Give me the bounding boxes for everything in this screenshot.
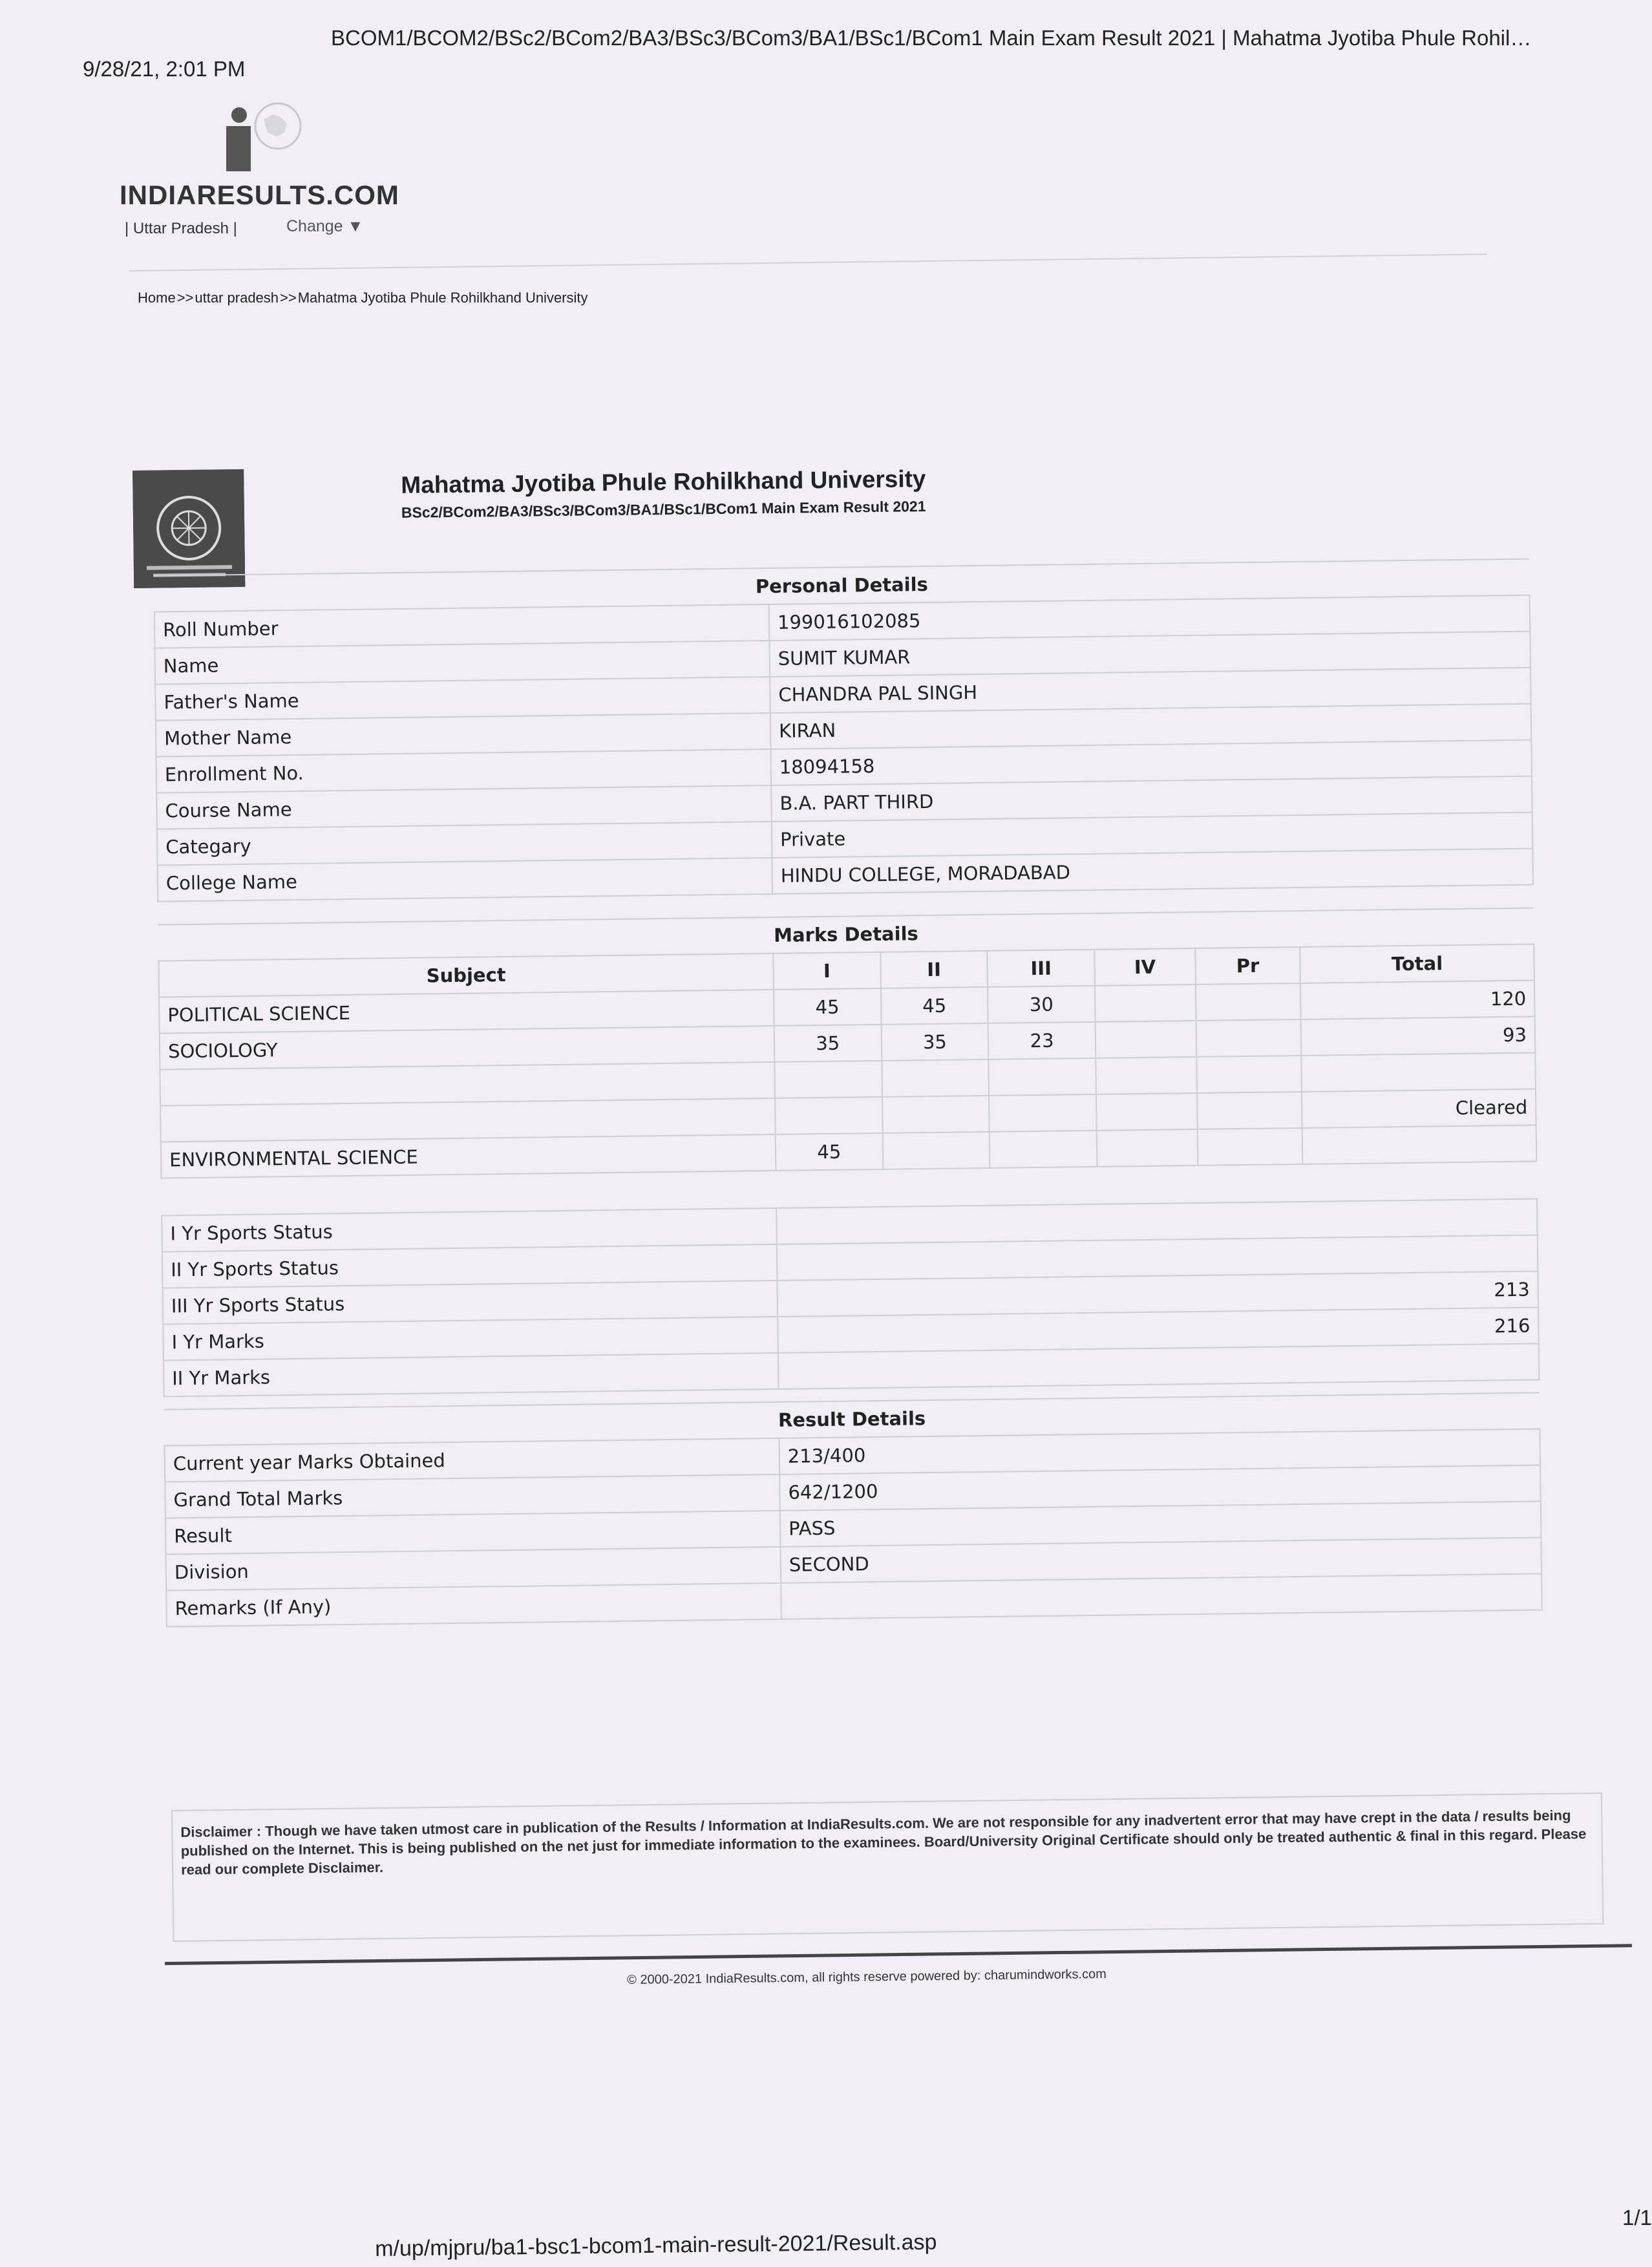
row-label: Grand Total Marks <box>165 1474 780 1518</box>
header-divider <box>129 253 1487 271</box>
row-label: Father's Name <box>155 677 770 721</box>
column-header: I <box>773 952 880 990</box>
breadcrumb-separator: >> <box>176 290 194 306</box>
row-value: 213 <box>777 1272 1538 1317</box>
row-value: PASS <box>780 1502 1541 1547</box>
marks-cell <box>882 1059 989 1097</box>
marks-cell <box>1096 1021 1197 1058</box>
marks-cell <box>1198 1128 1303 1165</box>
result-sheet <box>132 448 1556 1674</box>
row-value: 199016102085 <box>769 595 1530 641</box>
column-header: Pr <box>1195 947 1300 984</box>
row-label: Mother Name <box>156 713 771 757</box>
marks-cell: 45 <box>774 988 881 1026</box>
marks-cell: 30 <box>988 986 1095 1023</box>
row-value: B.A. PART THIRD <box>771 776 1532 822</box>
row-value: 18094158 <box>770 740 1532 785</box>
personal-details-heading: Personal Details <box>154 559 1530 612</box>
marks-cell <box>775 1097 882 1134</box>
copyright-text: © 2000-2021 IndiaResults.com, all rights reserve powered by: charumindworks.com <box>627 1966 1107 1987</box>
breadcrumb-separator: >> <box>280 290 297 306</box>
row-label: Name <box>154 641 770 685</box>
row-value: 216 <box>778 1308 1539 1353</box>
row-label: Categary <box>157 822 772 866</box>
page-url: m/up/mjpru/ba1-bsc1-bcom1-main-result-2021/Result.asp <box>375 2230 937 2261</box>
marks-cell <box>989 1094 1096 1132</box>
personal-details-table <box>153 559 1534 902</box>
breadcrumb-state[interactable]: uttar pradesh <box>195 290 279 306</box>
site-logo[interactable] <box>120 97 399 246</box>
column-header: III <box>988 950 1095 987</box>
marks-cell: 23 <box>988 1022 1096 1059</box>
marks-cell <box>1196 1056 1302 1093</box>
other-details-table <box>161 1198 1540 1398</box>
row-label: II Yr Sports Status <box>162 1244 778 1288</box>
row-value: SUMIT KUMAR <box>769 632 1530 677</box>
logo-wordmark: INDIARESULTS.COM <box>120 180 399 210</box>
column-header: II <box>880 951 988 988</box>
breadcrumb-home[interactable]: Home <box>138 290 176 306</box>
row-label: III Yr Sports Status <box>163 1281 778 1325</box>
result-details-heading: Result Details <box>164 1393 1540 1446</box>
row-label: Result <box>165 1511 781 1555</box>
row-value: 213/400 <box>779 1429 1540 1474</box>
total-cell <box>1301 1053 1536 1092</box>
row-label: Current year Marks Obtained <box>165 1438 780 1482</box>
row-label: Course Name <box>156 785 772 829</box>
total-cell <box>1302 1125 1537 1164</box>
marks-details-heading: Marks Details <box>158 908 1534 961</box>
row-label: College Name <box>158 858 773 902</box>
marks-cell <box>1096 1093 1198 1131</box>
marks-cell <box>1096 1057 1197 1094</box>
subject-cell: POLITICAL SCIENCE <box>159 990 774 1034</box>
disclaimer-box <box>171 1793 1604 1942</box>
column-header: IV <box>1094 948 1196 986</box>
total-cell: 93 <box>1301 1017 1536 1056</box>
marks-cell <box>1197 1092 1302 1129</box>
change-state-link[interactable]: Change ▼ <box>286 217 364 235</box>
breadcrumb-university[interactable]: Mahatma Jyotiba Phule Rohilkhand University <box>297 290 588 306</box>
row-label: I Yr Sports Status <box>162 1208 777 1252</box>
total-cell: Cleared <box>1302 1089 1536 1128</box>
row-label: Roll Number <box>154 604 770 648</box>
state-label: | Uttar Pradesh | <box>125 220 237 237</box>
marks-cell <box>1095 984 1196 1022</box>
marks-cell: 45 <box>776 1133 883 1171</box>
marks-details-table <box>158 908 1538 1179</box>
row-label: I Yr Marks <box>163 1317 778 1361</box>
marks-cell: 35 <box>774 1025 882 1062</box>
university-seal-icon <box>132 469 245 588</box>
row-label: II Yr Marks <box>164 1353 779 1397</box>
row-value: HINDU COLLEGE, MORADABAD <box>772 849 1533 894</box>
university-name: Mahatma Jyotiba Phule Rohilkhand University <box>401 465 926 498</box>
row-value: CHANDRA PAL SINGH <box>770 668 1531 713</box>
row-label: Division <box>166 1547 781 1591</box>
print-date: 9/28/21, 2:01 PM <box>83 57 246 81</box>
subject-cell: SOCIOLOGY <box>160 1026 775 1070</box>
marks-cell <box>990 1131 1097 1168</box>
column-header: Subject <box>158 953 774 997</box>
page-number: 1/1 <box>1622 2206 1652 2230</box>
result-details-table <box>164 1392 1543 1628</box>
print-title: BCOM1/BCOM2/BSc2/BCom2/BA3/BSc3/BCom3/BA1/BSc1/BCom1 Main Exam Result 2021 | Mahatma Jyotiba Phule Rohil… <box>331 26 1532 50</box>
marks-cell <box>882 1096 990 1133</box>
marks-cell <box>774 1061 882 1098</box>
disclaimer-text: Disclaimer : Though we have taken utmost care in publication of the Results / Information at IndiaResults.com. We are not responsible for any inadvertent error that may have crept in the data / results being published on the Internet. This is being published on the net just for immediate information to the examinees. Board/University Original Certificate should only be treated authentic & final in this regard. Please read our complete Disclaimer. <box>180 1807 1587 1878</box>
row-label: Remarks (If Any) <box>166 1583 781 1627</box>
marks-cell <box>1196 1019 1302 1057</box>
marks-cell <box>1097 1129 1198 1167</box>
logo-emblem-icon <box>213 97 304 181</box>
row-value: KIRAN <box>770 704 1532 749</box>
marks-cell <box>989 1058 1096 1096</box>
subject-cell: ENVIRONMENTAL SCIENCE <box>161 1134 776 1178</box>
total-cell: 120 <box>1300 981 1535 1019</box>
row-value: 642/1200 <box>779 1465 1541 1511</box>
exam-title: BSc2/BCom2/BA3/BSc3/BCom3/BA1/BSc1/BCom1 Main Exam Result 2021 <box>401 498 926 521</box>
marks-cell <box>882 1132 990 1169</box>
marks-cell <box>1196 983 1301 1021</box>
breadcrumb <box>138 290 588 306</box>
footer-divider <box>165 1944 1632 1965</box>
row-label: Enrollment No. <box>156 749 772 793</box>
marks-cell: 45 <box>881 987 988 1025</box>
row-value: SECOND <box>781 1537 1542 1582</box>
row-value: Private <box>772 813 1533 858</box>
marks-cell: 35 <box>881 1023 988 1061</box>
column-header: Total <box>1300 944 1534 983</box>
